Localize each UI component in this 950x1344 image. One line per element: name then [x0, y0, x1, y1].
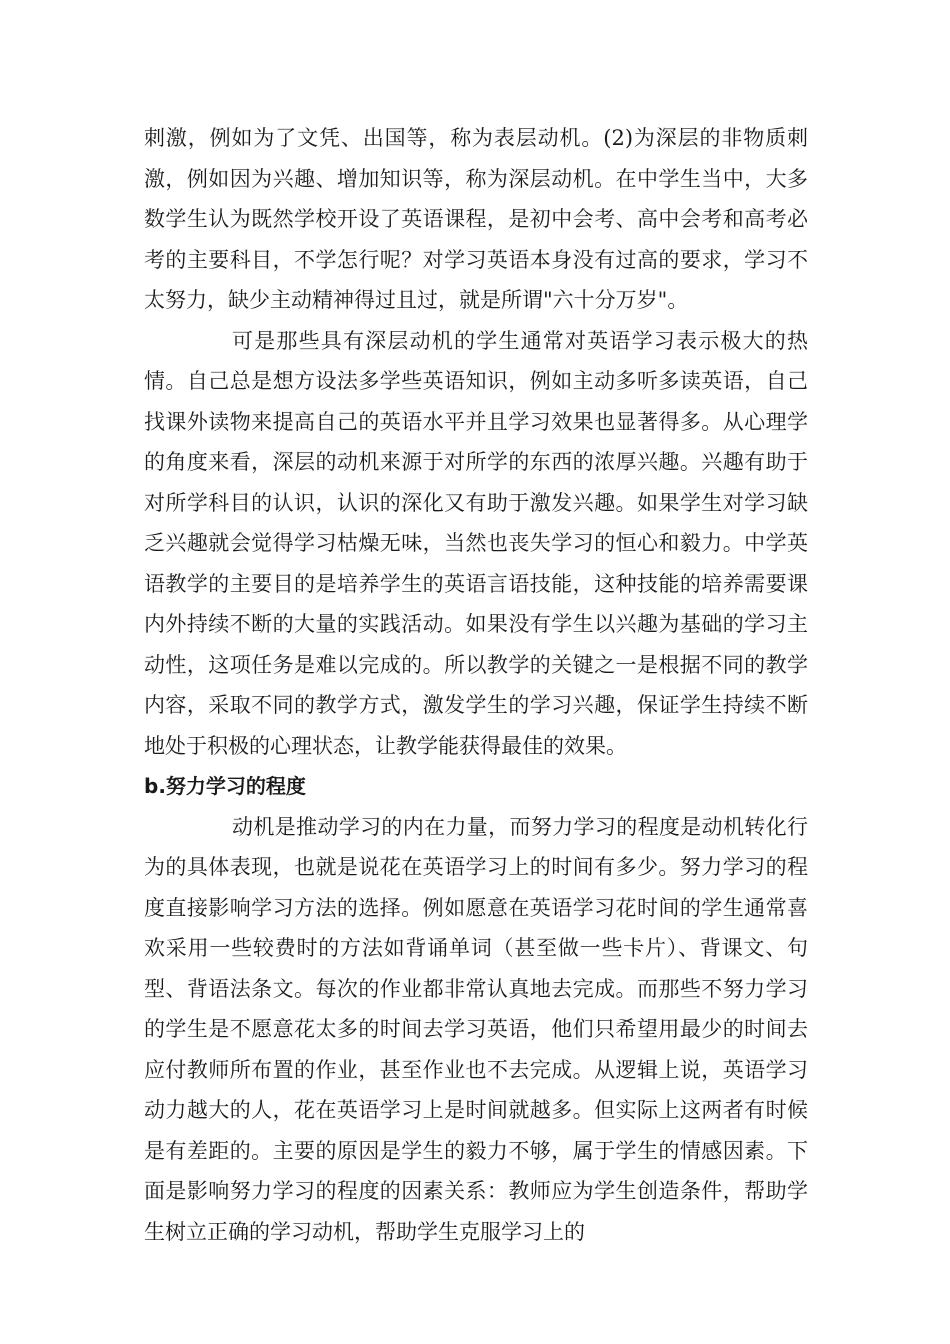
paragraph-deep-motivation: 可是那些具有深层动机的学生通常对英语学习表示极大的热情。自己总是想方设法多学些英语知识，例如主动多听多读英语，自己找课外读物来提高自己的英语水平并且学习效果也显著得多。从心理学的角度来看，深层的动机来源于对所学的东西的浓厚兴趣。兴趣有助于对所学科目的认识，认识的深化又有助于激发兴趣。如果学生对学习缺乏兴趣就会觉得学习枯燥无味，当然也丧失学习的恒心和毅力。中学英语教学的主要目的是培养学生的英语言语技能，这种技能的培养需要课内外持续不断的大量的实践活动。如果没有学生以兴趣为基础的学习主动性，这项任务是难以完成的。所以教学的关键之一是根据不同的教学内容，采取不同的教学方式，激发学生的学习兴趣，保证学生持续不断地处于积极的心理状态，让教学能获得最佳的效果。 [144, 328, 808, 758]
section-heading: b.努力学习的程度 [144, 774, 306, 798]
paragraph-motivation-types: 刺激，例如为了文凭、出国等，称为表层动机。(2)为深层的非物质刺激，例如因为兴趣、增加知识等，称为深层动机。在中学生当中，大多数学生认为既然学校开设了英语课程，是初中会考、高中会考和高考必考的主要科目，不学怎行呢？对学习英语本身没有过高的要求，学习不太努力，缺少主动精神得过且过，就是所谓"六十分万岁"。 [144, 126, 808, 312]
paragraph-effort-degree: 动机是推动学习的内在力量，而努力学习的程度是动机转化行为的具体表现，也就是说花在英语学习上的时间有多少。努力学习的程度直接影响学习方法的选择。例如愿意在英语学习花时间的学生通常喜欢采用一些较费时的方法如背诵单词（甚至做一些卡片）、背课文、句型、背语法条文。每次的作业都非常认真地去完成。而那些不努力学习的学生是不愿意花太多的时间去学习英语，他们只希望用最少的时间去应付教师所布置的作业，甚至作业也不去完成。从逻辑上说，英语学习动力越大的人，花在英语学习上是时间就越多。但实际上这两者有时候是有差距的。主要的原因是学生的毅力不够，属于学生的情感因素。下面是影响努力学习的程度的因素关系：教师应为学生创造条件，帮助学生树立正确的学习动机，帮助学生克服学习上的 [144, 814, 808, 1244]
document-page [144, 118, 808, 1252]
